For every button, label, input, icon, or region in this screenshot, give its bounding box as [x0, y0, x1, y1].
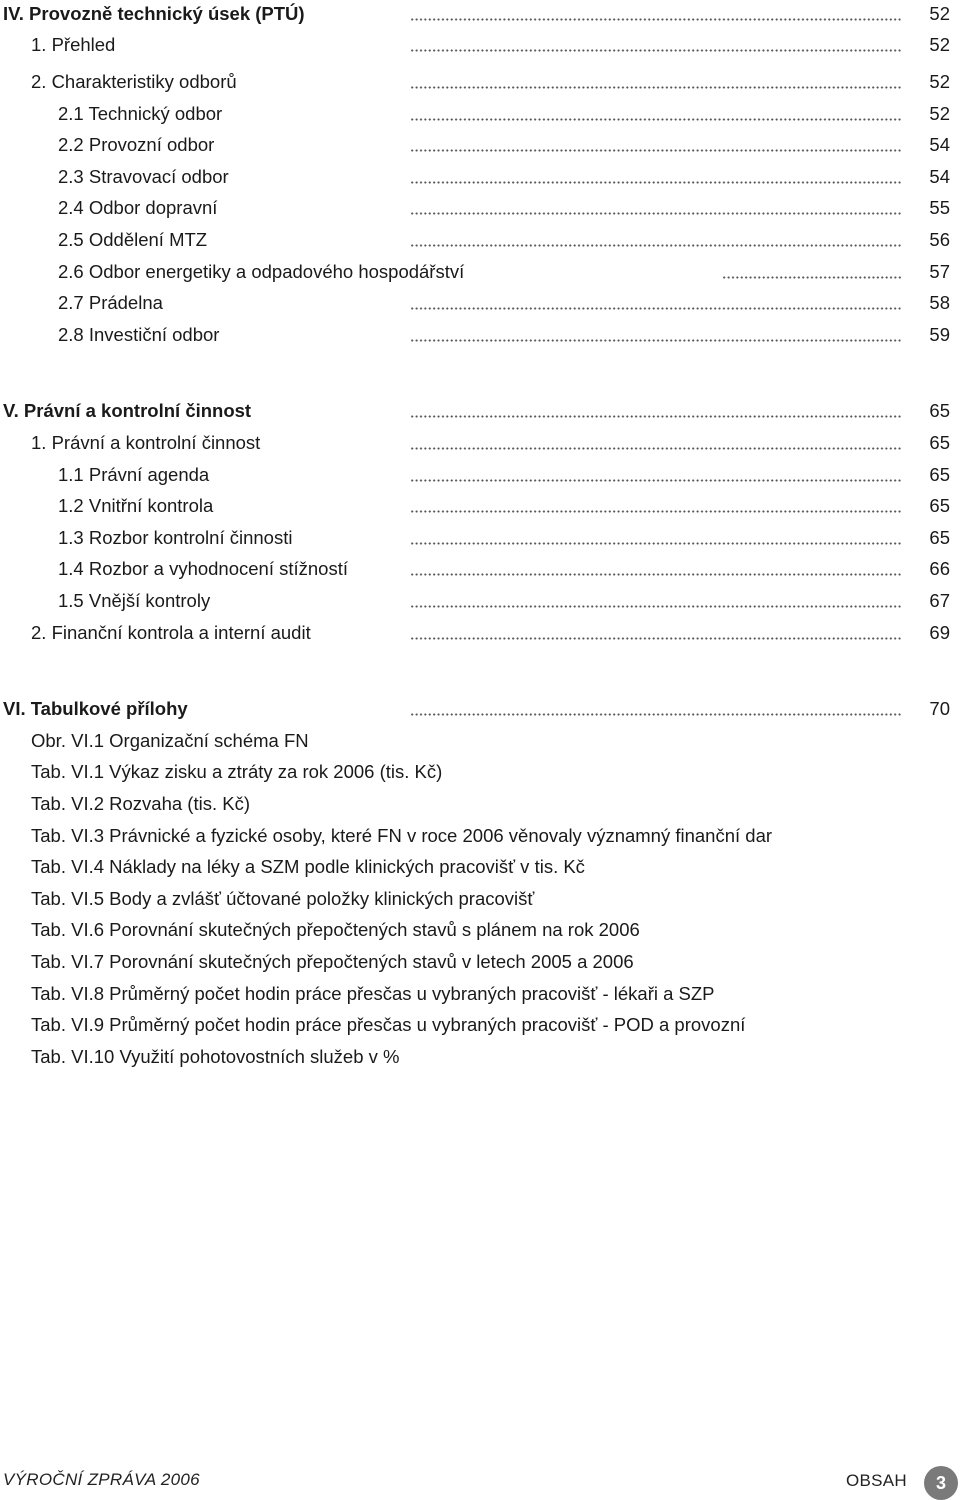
toc-entry-label: Tab. VI.6 Porovnání skutečných přepočtených stavů s plánem na rok 2006 — [31, 919, 640, 940]
toc-entry — [0, 886, 960, 912]
toc-entry-label: 2. Finanční kontrola a interní audit — [31, 622, 311, 643]
toc-heading-label: IV. Provozně technický úsek (PTÚ) — [3, 3, 305, 24]
dot-leader — [410, 307, 902, 310]
toc-entry — [0, 164, 960, 190]
toc-entry — [0, 1012, 960, 1038]
toc-entry-label: 1.1 Právní agenda — [58, 464, 210, 485]
dot-leader — [410, 118, 902, 121]
toc-entry-label: 2.3 Stravovací odbor — [58, 166, 229, 187]
toc-page-number: 65 — [929, 495, 950, 516]
dot-leader — [410, 713, 902, 716]
toc-page-number: 67 — [929, 590, 950, 611]
toc-entry — [0, 588, 960, 614]
dot-leader — [722, 276, 902, 279]
toc-entry — [0, 132, 960, 158]
toc-entry — [0, 525, 960, 551]
toc-entry — [0, 620, 960, 646]
toc-page-number: 55 — [929, 197, 950, 218]
toc-page-number: 54 — [929, 166, 950, 187]
dot-leader — [410, 18, 902, 21]
toc-entry-label: Tab. VI.5 Body a zvlášť účtované položky klinických pracovišť — [31, 888, 535, 909]
toc-entry-label: 1.3 Rozbor kontrolní činnosti — [58, 527, 293, 548]
toc-entry — [0, 430, 960, 456]
dot-leader — [410, 244, 902, 247]
toc-entry — [0, 195, 960, 221]
toc-entry — [0, 1044, 960, 1070]
toc-entry-label: 2.7 Prádelna — [58, 292, 163, 313]
toc-page-number: 54 — [929, 134, 950, 155]
toc-page-number: 70 — [929, 698, 950, 719]
page-footer — [0, 1466, 960, 1500]
dot-leader — [410, 415, 902, 418]
dot-leader — [410, 49, 902, 52]
toc-entry — [0, 69, 960, 95]
toc-page-number: 56 — [929, 229, 950, 250]
toc-entry — [0, 556, 960, 582]
toc-entry — [0, 728, 960, 754]
dot-leader — [410, 637, 902, 640]
report-title: VÝROČNÍ ZPRÁVA 2006 — [3, 1470, 200, 1489]
toc-entry-label: 1.2 Vnitřní kontrola — [58, 495, 214, 516]
dot-leader — [410, 510, 902, 513]
toc-page-number: 65 — [929, 400, 950, 421]
toc-page-number: 69 — [929, 622, 950, 643]
toc-entry — [0, 290, 960, 316]
toc-entry-label: Tab. VI.1 Výkaz zisku a ztráty za rok 2006 (tis. Kč) — [31, 761, 443, 782]
toc-entry-label: 1. Právní a kontrolní činnost — [31, 432, 261, 453]
toc-heading — [0, 398, 960, 424]
toc-heading-label: VI. Tabulkové přílohy — [3, 698, 188, 719]
section-name: OBSAH — [845, 1471, 907, 1490]
toc-entry — [0, 854, 960, 880]
toc-entry — [0, 322, 960, 348]
toc-entry-label: 1.5 Vnější kontroly — [58, 590, 211, 611]
toc-entry-label: Obr. VI.1 Organizační schéma FN — [31, 730, 309, 751]
toc-entry-label: 1. Přehled — [31, 34, 116, 55]
toc-entry-label: 2.1 Technický odbor — [58, 103, 223, 124]
toc-page-number: 65 — [929, 527, 950, 548]
toc-entry — [0, 32, 960, 58]
toc-entry-label: 2.2 Provozní odbor — [58, 134, 215, 155]
dot-leader — [410, 605, 902, 608]
toc-entry-label: Tab. VI.10 Využití pohotovostních služeb v % — [31, 1046, 400, 1067]
toc-entry — [0, 949, 960, 975]
toc-entry-label: 1.4 Rozbor a vyhodnocení stížností — [58, 558, 349, 579]
toc-entry — [0, 823, 960, 849]
toc-page-number: 58 — [929, 292, 950, 313]
toc-page-number: 59 — [929, 324, 950, 345]
toc-page-number: 52 — [929, 103, 950, 124]
toc-page-number: 66 — [929, 558, 950, 579]
toc-entry — [0, 227, 960, 253]
dot-leader — [410, 479, 902, 482]
page-number-badge: 3 — [924, 1466, 958, 1500]
toc-entry-label: 2. Charakteristiky odborů — [31, 71, 237, 92]
toc-entry-label: Tab. VI.7 Porovnání skutečných přepočtených stavů v letech 2005 a 2006 — [31, 951, 634, 972]
toc-entry-label: 2.8 Investiční odbor — [58, 324, 220, 345]
toc-entry-label: 2.4 Odbor dopravní — [58, 197, 218, 218]
toc-page-number: 52 — [929, 71, 950, 92]
toc-page-number: 57 — [929, 261, 950, 282]
toc-entry-label: Tab. VI.9 Průměrný počet hodin práce přesčas u vybraných pracovišť - POD a provozní — [31, 1014, 746, 1035]
toc-entry-label: Tab. VI.8 Průměrný počet hodin práce přesčas u vybraných pracovišť - lékaři a SZP — [31, 983, 715, 1004]
toc-entry — [0, 759, 960, 785]
dot-leader — [410, 447, 902, 450]
toc-entry-label: Tab. VI.2 Rozvaha (tis. Kč) — [31, 793, 251, 814]
toc-heading — [0, 696, 960, 722]
dot-leader — [410, 181, 902, 184]
toc-entry — [0, 259, 960, 285]
dot-leader — [410, 212, 902, 215]
toc-entry-label: Tab. VI.3 Právnické a fyzické osoby, které FN v roce 2006 věnovaly významný finanční dar — [31, 825, 773, 846]
dot-leader — [410, 86, 902, 89]
toc-entry — [0, 462, 960, 488]
toc-entry — [0, 981, 960, 1007]
toc-heading — [0, 1, 960, 27]
dot-leader — [410, 573, 902, 576]
toc-entry-label: 2.5 Oddělení MTZ — [58, 229, 208, 250]
toc-entry-label: Tab. VI.4 Náklady na léky a SZM podle klinických pracovišť v tis. Kč — [31, 856, 585, 877]
toc-entry — [0, 493, 960, 519]
toc-page-number: 52 — [929, 3, 950, 24]
dot-leader — [410, 149, 902, 152]
toc-entry — [0, 101, 960, 127]
toc-page-number: 65 — [929, 464, 950, 485]
toc-entry — [0, 917, 960, 943]
toc-entry-label: 2.6 Odbor energetiky a odpadového hospodářství — [58, 261, 465, 282]
toc-heading-label: V. Právní a kontrolní činnost — [3, 400, 252, 421]
toc-page-number: 52 — [929, 34, 950, 55]
toc-entry — [0, 791, 960, 817]
dot-leader — [410, 542, 902, 545]
toc-page-number: 65 — [929, 432, 950, 453]
dot-leader — [410, 339, 902, 342]
